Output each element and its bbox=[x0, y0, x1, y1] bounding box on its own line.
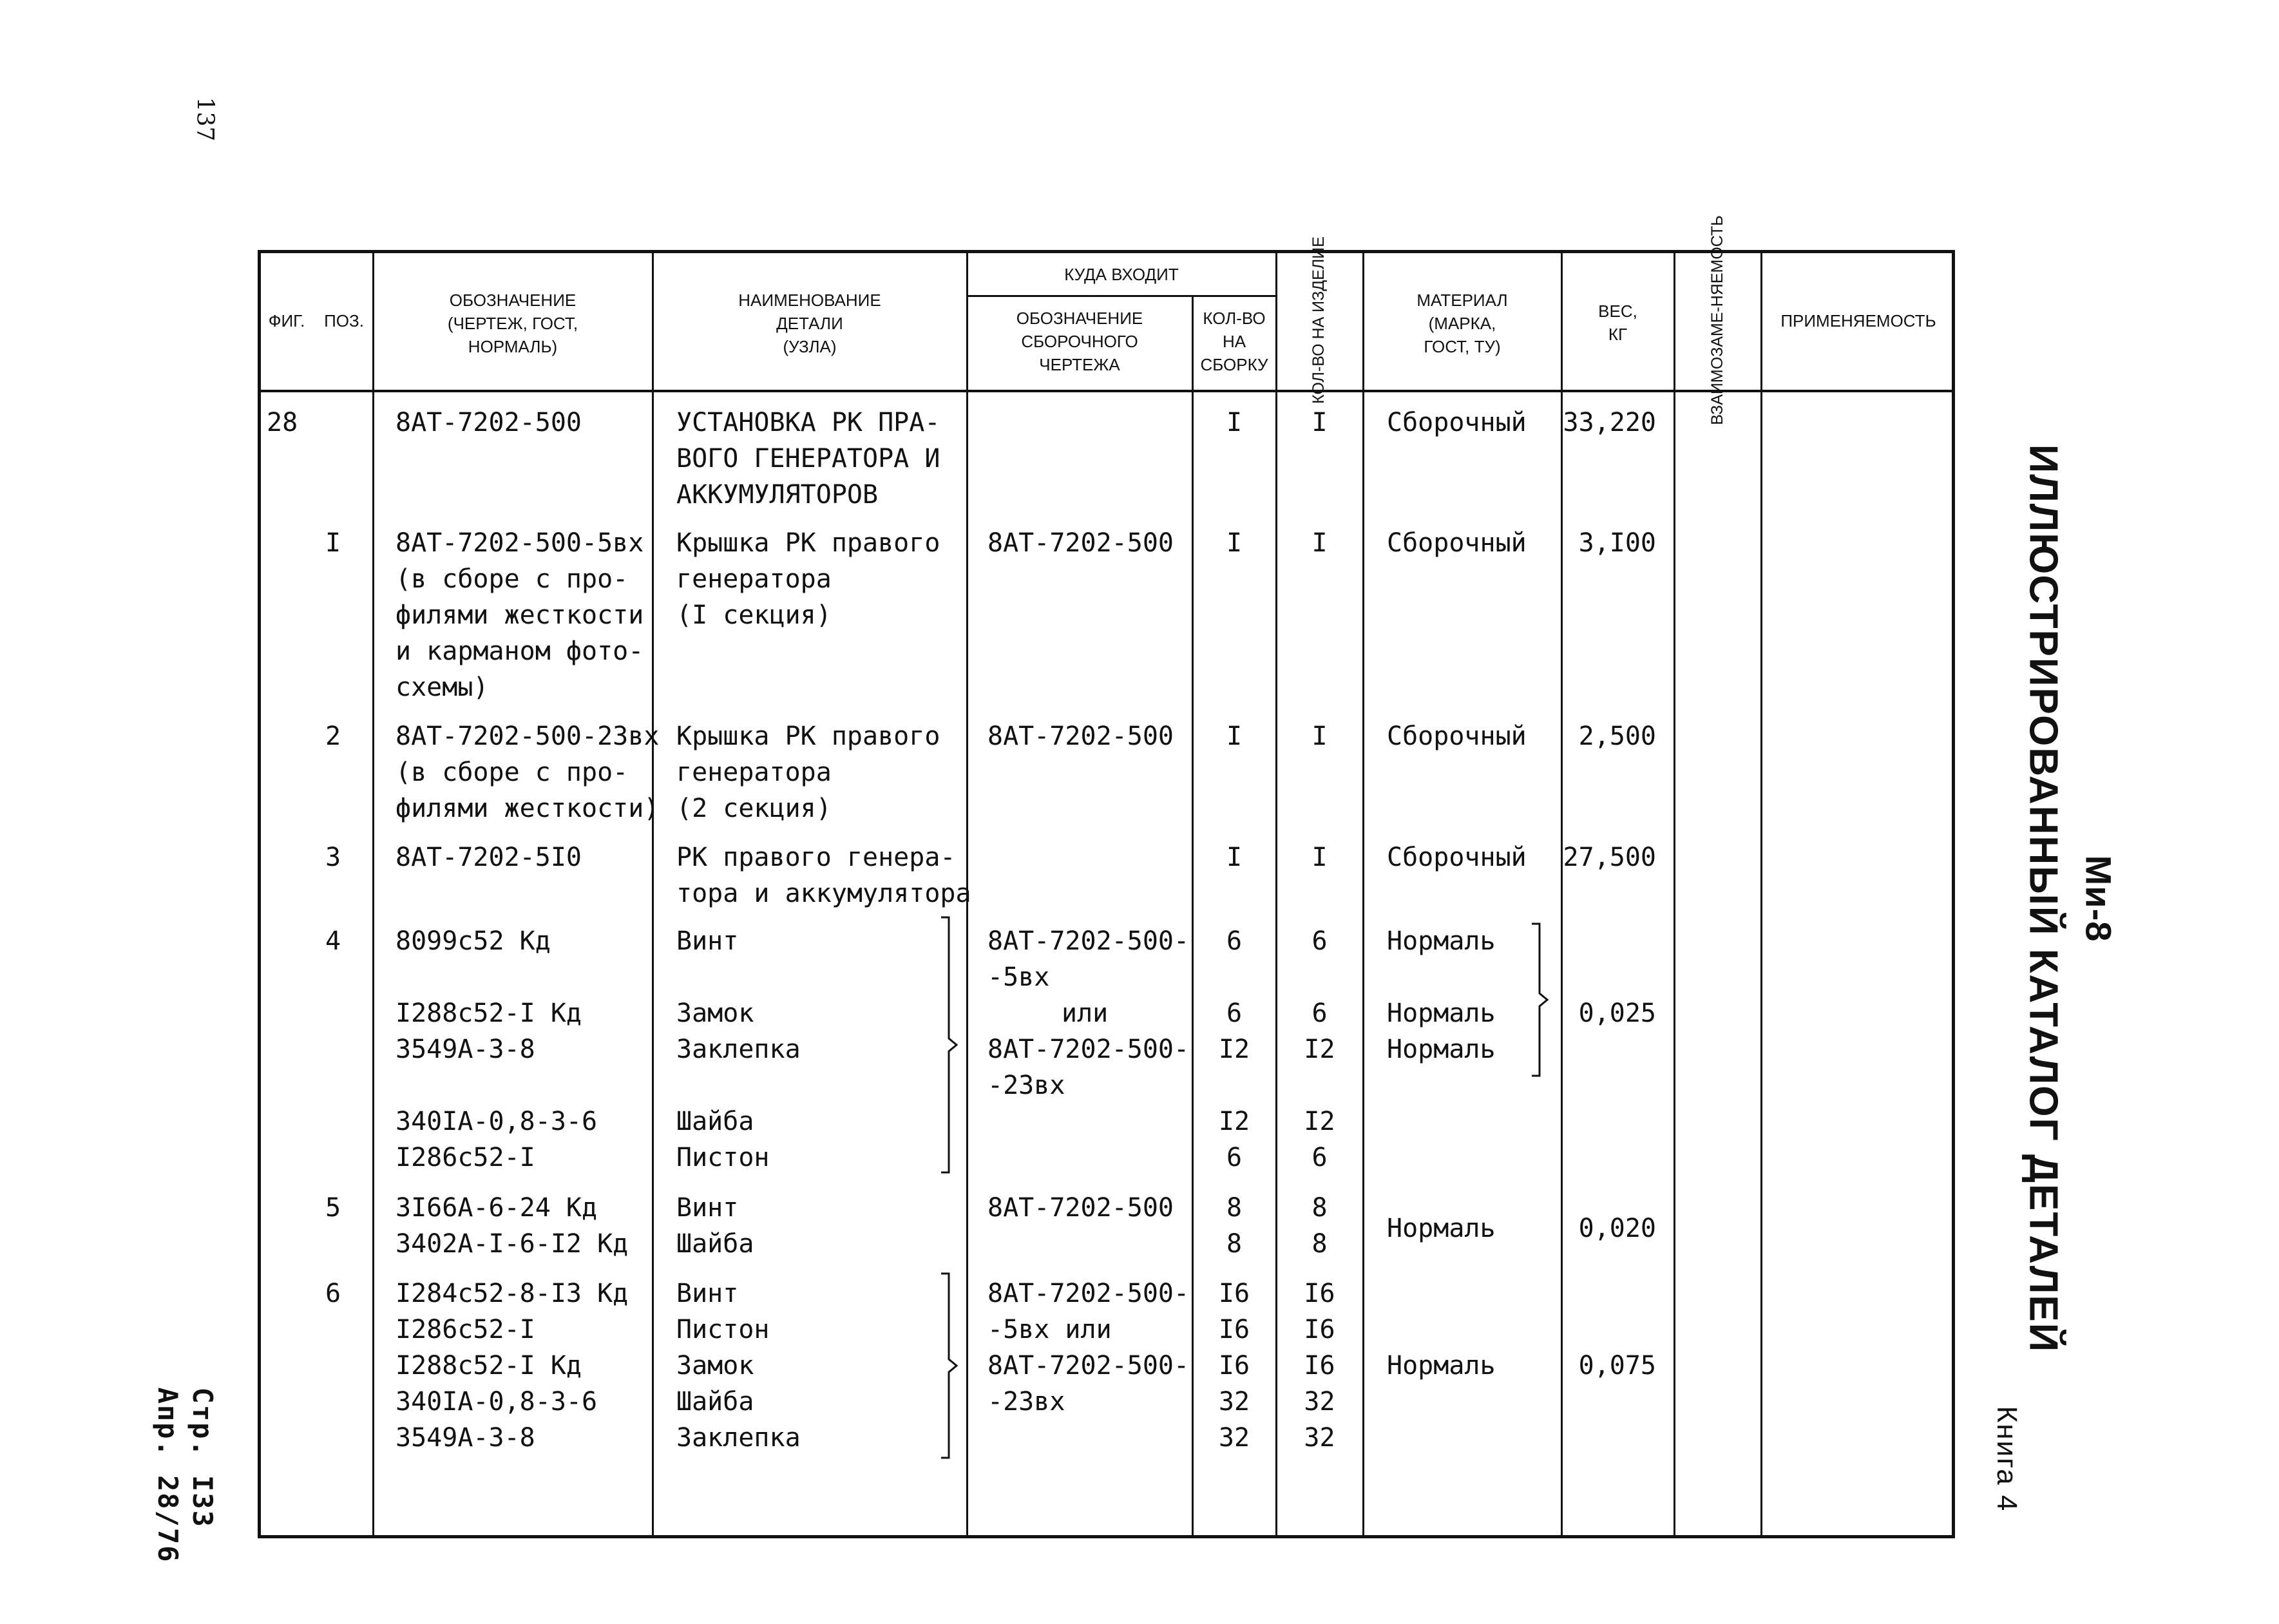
footer-stamp bbox=[150, 1388, 220, 1563]
row-material: Нормаль Нормаль Нормаль bbox=[1387, 926, 1496, 1064]
row-qty-product: I6 I6 I6 32 32 bbox=[1304, 1279, 1335, 1453]
row-weight: 33,220 bbox=[1563, 408, 1656, 437]
row-pos: 5 bbox=[325, 1193, 341, 1223]
row-material: Нормаль bbox=[1387, 1214, 1496, 1243]
row-qty-assembly: I bbox=[1226, 528, 1243, 558]
row-qty-product: I bbox=[1311, 408, 1328, 437]
page-number: 137 bbox=[191, 97, 218, 142]
row-weight: 0,020 bbox=[1578, 1214, 1656, 1243]
row-assembly: 8АТ-7202-500- -5вх или 8АТ-7202-500- -23вх bbox=[987, 926, 1190, 1100]
row-designation: 8099с52 Кд I288с52-I Кд 3549А-3-8 340IА-0,8-3-6 I286с52-I bbox=[396, 926, 598, 1172]
row-material: Сборочный bbox=[1387, 721, 1527, 751]
col-divider bbox=[1561, 251, 1563, 1536]
row-qty-product: 6 6 I2 I2 6 bbox=[1304, 926, 1335, 1172]
row-weight: 0,025 bbox=[1578, 998, 1656, 1028]
col-divider bbox=[372, 251, 374, 1536]
row-pos: 4 bbox=[325, 926, 341, 956]
row-pos: 6 bbox=[325, 1279, 341, 1308]
header-name: НАИМЕНОВАНИЕ ДЕТАЛИ (УЗЛА) bbox=[738, 291, 881, 356]
header-interchangeability: ВЗАИМОЗАМЕ-НЯЕМОСТЬ bbox=[1708, 215, 1726, 425]
col-divider bbox=[1362, 251, 1364, 1536]
row-name: Крышка РК правого генератора (2 секция) bbox=[676, 721, 940, 823]
row-weight: 0,075 bbox=[1578, 1351, 1656, 1380]
row-qty-assembly: I bbox=[1226, 721, 1243, 751]
row-assembly: 8АТ-7202-500 bbox=[987, 1193, 1174, 1223]
header-qty-product: КОЛ-ВО НА ИЗДЕЛИЕ bbox=[1310, 236, 1328, 404]
row-qty-assembly: I6 I6 I6 32 32 bbox=[1218, 1279, 1250, 1453]
row-pos: I bbox=[325, 528, 341, 558]
model-title: Ми-8 bbox=[2078, 855, 2119, 942]
row-name: Винт Пистон Замок Шайба Заклепка bbox=[676, 1279, 801, 1453]
row-designation: 8АТ-7202-500-23вх (в сборе с про- филями жесткости) bbox=[396, 721, 660, 823]
row-qty-assembly: I bbox=[1226, 843, 1243, 872]
header-assembly-drawing: ОБОЗНАЧЕНИЕ СБОРОЧНОГО ЧЕРТЕЖА bbox=[1016, 309, 1143, 374]
row-qty-product: 8 8 bbox=[1311, 1193, 1328, 1259]
row-qty-assembly: 8 8 bbox=[1226, 1193, 1243, 1259]
col-divider bbox=[1760, 251, 1762, 1536]
book-label: Книга 4 bbox=[1991, 1406, 2023, 1513]
col-divider bbox=[1673, 251, 1675, 1536]
header-bottom-line bbox=[258, 390, 1955, 392]
row-name: Крышка РК правого генератора (I секция) bbox=[676, 528, 940, 630]
right-brace-icon bbox=[1528, 922, 1554, 1077]
footer-page-ref: Стр. I33 bbox=[187, 1387, 218, 1528]
header-fig: ФИГ. bbox=[268, 311, 305, 330]
header-designation: ОБОЗНАЧЕНИЕ (ЧЕРТЕЖ, ГОСТ, НОРМАЛЬ) bbox=[447, 291, 578, 356]
row-designation: I284с52-8-I3 Кд I286с52-I I288с52-I Кд 340IА-0,8-3-6 3549А-3-8 bbox=[396, 1279, 629, 1453]
row-qty-assembly: 6 6 I2 I2 6 bbox=[1218, 926, 1250, 1172]
header-material: МАТЕРИАЛ (МАРКА, ГОСТ, ТУ) bbox=[1416, 291, 1508, 356]
row-weight: 27,500 bbox=[1563, 843, 1656, 872]
row-material: Сборочный bbox=[1387, 528, 1527, 558]
row-pos: 3 bbox=[325, 843, 341, 872]
row-weight: 2,500 bbox=[1578, 721, 1656, 751]
row-fig: 28 bbox=[267, 408, 298, 437]
row-pos: 2 bbox=[325, 721, 341, 751]
row-qty-product: I bbox=[1311, 721, 1328, 751]
row-designation: 3I66А-6-24 Кд 3402А-I-6-I2 Кд bbox=[396, 1193, 629, 1259]
row-name: Винт Замок Заклепка Шайба Пистон bbox=[676, 926, 801, 1172]
col-divider bbox=[652, 251, 654, 1536]
row-name: Винт Шайба bbox=[676, 1193, 754, 1259]
row-material: Сборочный bbox=[1387, 408, 1527, 437]
catalog-title: ИЛЛЮСТРИРОВАННЫЙ КАТАЛОГ ДЕТАЛЕЙ bbox=[2021, 444, 2066, 1353]
row-qty-assembly: I bbox=[1226, 408, 1243, 437]
header-where-used: КУДА ВХОДИТ bbox=[1064, 265, 1179, 284]
row-name: УСТАНОВКА РК ПРА- ВОГО ГЕНЕРАТОРА И АККУМУЛЯТОРОВ bbox=[676, 408, 940, 510]
row-designation: 8АТ-7202-5I0 bbox=[396, 843, 582, 872]
row-assembly: 8АТ-7202-500- -5вх или 8АТ-7202-500- -23вх bbox=[987, 1279, 1190, 1417]
header-weight: ВЕС, КГ bbox=[1598, 301, 1637, 344]
row-material: Нормаль bbox=[1387, 1351, 1496, 1380]
row-designation: 8АТ-7202-500 bbox=[396, 408, 582, 437]
header-subdivider bbox=[966, 295, 1275, 297]
row-weight: 3,I00 bbox=[1578, 528, 1656, 558]
right-brace-icon bbox=[937, 1272, 963, 1459]
row-name: РК правого генера- тора и аккумулятора bbox=[676, 843, 971, 908]
footer-date: Апр. 28/76 bbox=[152, 1387, 184, 1563]
row-assembly: 8АТ-7202-500 bbox=[987, 528, 1174, 558]
row-material: Сборочный bbox=[1387, 843, 1527, 872]
row-designation: 8АТ-7202-500-5вх (в сборе с про- филями жесткости и карманом фото- схемы) bbox=[396, 528, 644, 702]
row-qty-product: I bbox=[1311, 528, 1328, 558]
header-pos: ПОЗ. bbox=[324, 311, 364, 330]
right-brace-icon bbox=[937, 916, 963, 1174]
row-assembly: 8АТ-7202-500 bbox=[987, 721, 1174, 751]
header-applicability: ПРИМЕНЯЕМОСТЬ bbox=[1780, 311, 1936, 330]
header-qty-assembly: КОЛ-ВО НА СБОРКУ bbox=[1200, 309, 1268, 374]
row-qty-product: I bbox=[1311, 843, 1328, 872]
